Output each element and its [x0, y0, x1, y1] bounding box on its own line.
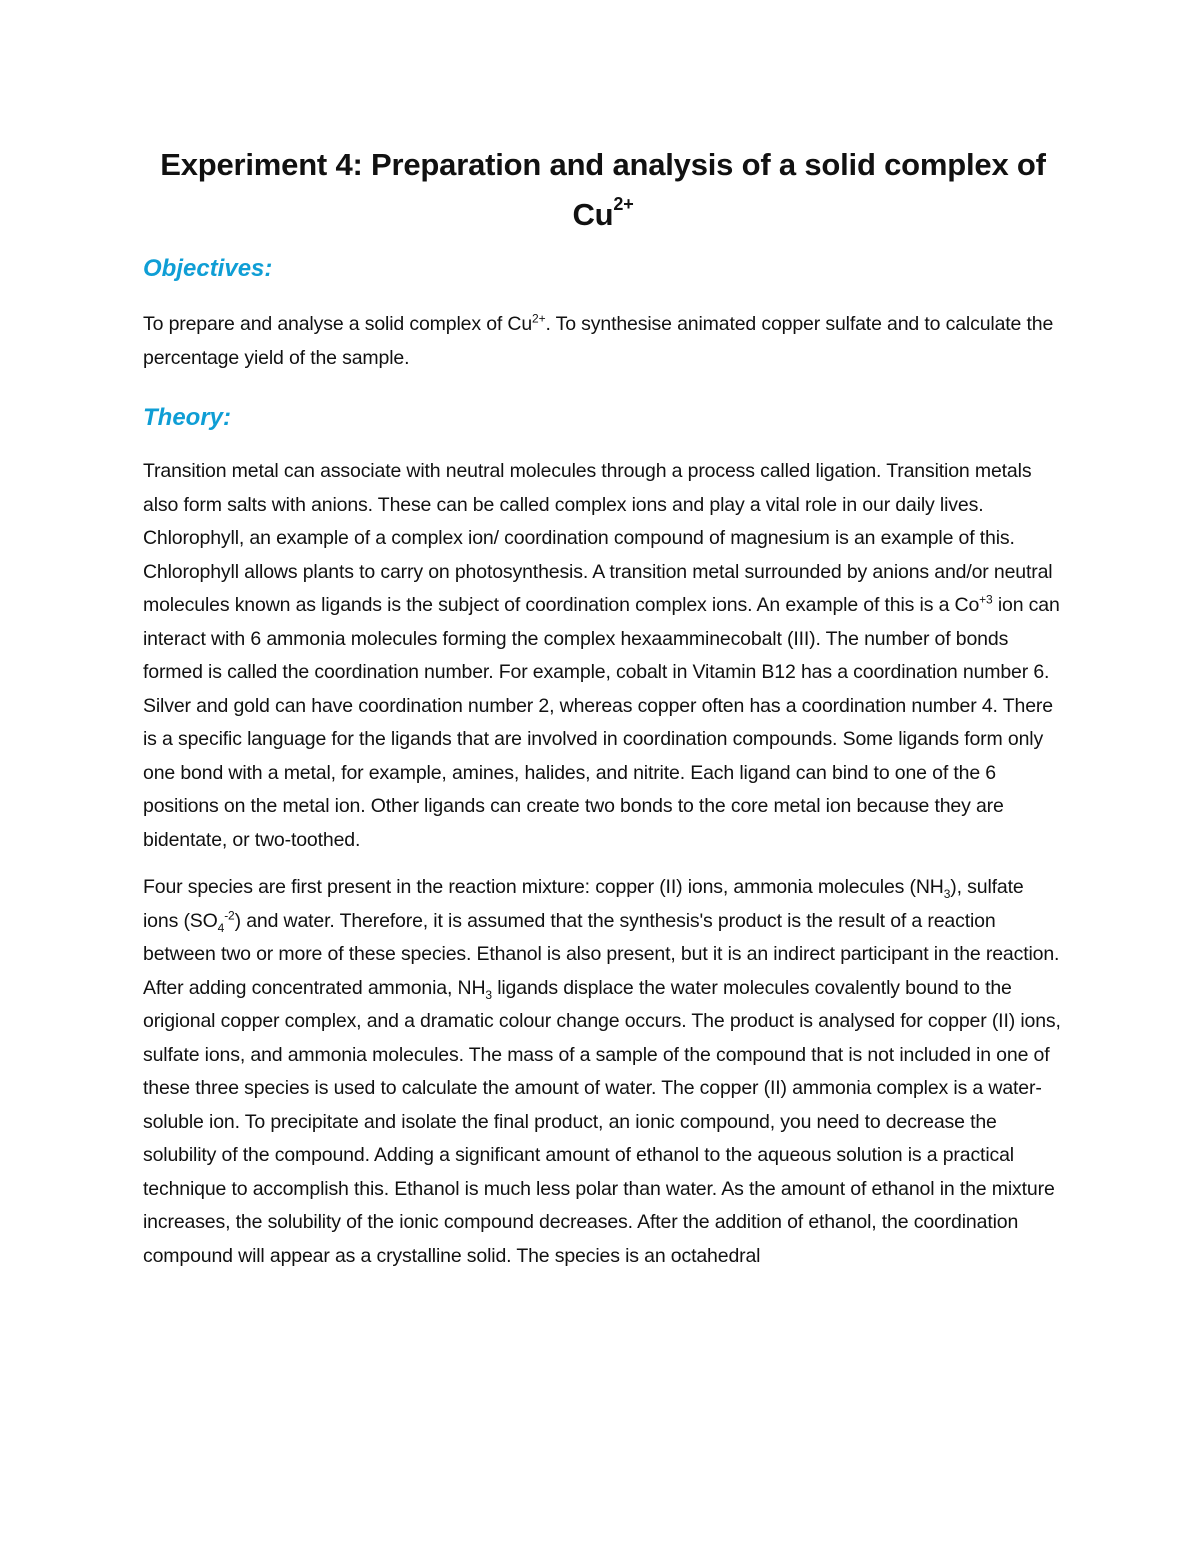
theory-p2-text-b: ), sulfate ions (SO [143, 876, 1024, 932]
theory-p1-text-b: ion can interact with 6 ammonia molecules forming the complex hexaamminecobalt (III). The number of bonds formed is called the coordination number. For example, cobalt in Vitamin B12 has a coordination number 6. Silver and gold can have coordination number 2, whereas copper often has a coordination number 4. There is a specific language for the ligands that are involved in coordination compounds. Some ligands form only one bond with a metal, for example, amines, halides, and nitrite. Each ligand can bind to one of the 6 positions on the metal ion. Other ligands can create two bonds to the core metal ion because they are bidentate, or two-toothed. [143, 594, 1060, 851]
theory-p1-superscript: +3 [979, 592, 993, 607]
theory-p2-text-a: Four species are first present in the reaction mixture: copper (II) ions, ammonia molecules (NH [143, 876, 944, 898]
theory-paragraph-1 [143, 455, 1063, 857]
document-title [133, 140, 1073, 240]
objectives-text-2: . To synthesise animated copper sulfate and to calculate the percentage yield of the sample. [143, 313, 1054, 369]
objectives-text-1: To prepare and analyse a solid complex of Cu [143, 313, 533, 335]
objectives-paragraph [143, 308, 1063, 375]
theory-paragraph-2 [143, 871, 1063, 1273]
theory-p2-subscript-3: 3 [485, 987, 492, 1002]
title-text: Experiment 4: Preparation and analysis of a solid complex of Cu [160, 147, 1046, 232]
theory-p1-text-a: Transition metal can associate with neutral molecules through a process called ligation. Transition metals also form salts with anions. These can be called complex ions and play a vital role in our daily lives. Chlorophyll, an example of a complex ion/ coordination compound of magnesium is an example of this. Chlorophyll allows plants to carry on photosynthesis. A transition metal surrounded by anions and/or neutral molecules known as ligands is the subject of coordination complex ions. An example of this is a Co [143, 460, 1053, 616]
theory-p2-subscript-1: 3 [943, 886, 951, 901]
title-superscript: 2+ [613, 193, 634, 214]
objectives-superscript: 2+ [532, 311, 546, 326]
objectives-heading: Objectives: [143, 255, 273, 282]
document-content [143, 140, 1063, 1273]
theory-p2-superscript-2: -2 [224, 908, 235, 922]
theory-p2-subscript-2: 4 [217, 920, 225, 935]
theory-p2-text-c: ) and water. Therefore, it is assumed that the synthesis's product is the result of a reaction between two or more of these species. Ethanol is also present, but it is an indirect participant in the reaction. After adding concentrated ammonia, NH [143, 909, 1060, 999]
theory-heading: Theory: [143, 404, 232, 431]
theory-p2-text-d: ligands displace the water molecules covalently bound to the origional copper complex, and a dramatic colour change occurs. The product is analysed for copper (II) ions, sulfate ions, and ammonia molecules. The mass of a sample of the compound that is not included in one of these three species is used to calculate the amount of water. The copper (II) ammonia complex is a water-soluble ion. To precipitate and isolate the final product, an ionic compound, you need to decrease the solubility of the compound. Adding a significant amount of ethanol to the aqueous solution is a practical technique to accomplish this. Ethanol is much less polar than water. As the amount of ethanol in the mixture increases, the solubility of the ionic compound decreases. After the addition of ethanol, the coordination compound will appear as a crystalline solid. The species is an octahedral [143, 976, 1061, 1267]
